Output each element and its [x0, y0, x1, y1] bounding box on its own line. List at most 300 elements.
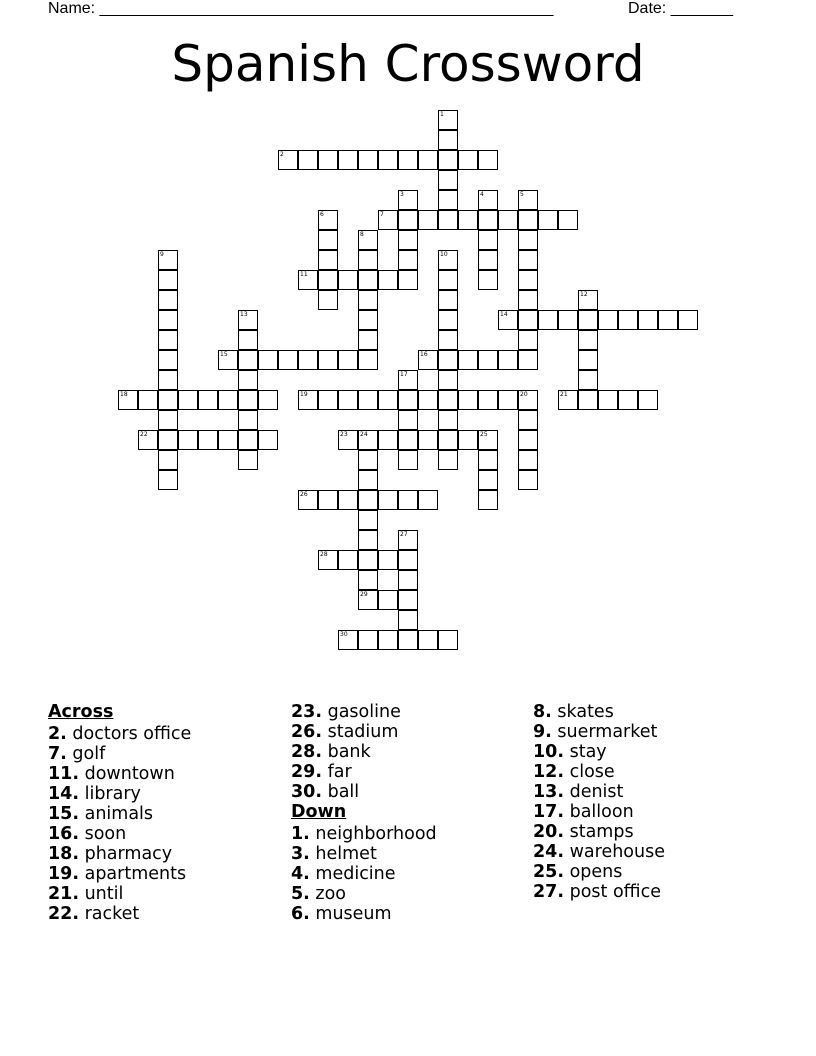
grid-cell[interactable]: [438, 310, 458, 330]
clue-number-label: 11.: [48, 764, 80, 784]
grid-cell[interactable]: [478, 450, 498, 470]
clue-text: soon: [84, 824, 127, 844]
grid-cell[interactable]: [398, 430, 418, 450]
grid-cell[interactable]: [358, 510, 378, 530]
clue-number-label: 26.: [291, 722, 323, 742]
grid-cell[interactable]: [358, 630, 378, 650]
grid-cell[interactable]: [478, 270, 498, 290]
clue-text: close: [569, 762, 615, 782]
down-clue: [533, 862, 763, 882]
clue-text: neighborhood: [315, 824, 437, 844]
clue-text: bank: [327, 742, 371, 762]
grid-cell[interactable]: [518, 350, 538, 370]
clue-text: post office: [569, 882, 661, 902]
grid-cell[interactable]: [158, 290, 178, 310]
grid-cell[interactable]: [518, 210, 538, 230]
grid-cell[interactable]: [398, 590, 418, 610]
grid-cell[interactable]: [218, 350, 238, 370]
grid-cell[interactable]: [298, 390, 318, 410]
clue-text: opens: [569, 862, 623, 882]
grid-cell[interactable]: [298, 490, 318, 510]
down-clue: [533, 742, 763, 762]
grid-cell[interactable]: [478, 230, 498, 250]
grid-cell[interactable]: [338, 270, 358, 290]
across-clue: [291, 742, 521, 762]
clue-number: 24: [360, 431, 368, 438]
grid-cell[interactable]: [358, 470, 378, 490]
clue-number: 3: [400, 191, 404, 198]
grid-cell[interactable]: [578, 370, 598, 390]
grid-cell[interactable]: [278, 150, 298, 170]
grid-cell[interactable]: [198, 430, 218, 450]
clue-number-label: 5.: [291, 884, 310, 904]
grid-cell[interactable]: [238, 330, 258, 350]
clue-number-label: 16.: [48, 824, 80, 844]
clue-text: until: [84, 884, 124, 904]
down-clue: [291, 884, 521, 904]
grid-cell[interactable]: [358, 530, 378, 550]
grid-cell[interactable]: [498, 350, 518, 370]
grid-cell[interactable]: [518, 410, 538, 430]
grid-cell[interactable]: [398, 250, 418, 270]
grid-cell[interactable]: [558, 210, 578, 230]
across-clue: [48, 804, 278, 824]
clue-number-label: 6.: [291, 904, 310, 924]
grid-cell[interactable]: [438, 270, 458, 290]
grid-cell[interactable]: [458, 150, 478, 170]
clue-number-label: 24.: [533, 842, 565, 862]
grid-cell[interactable]: [238, 310, 258, 330]
grid-cell[interactable]: [398, 570, 418, 590]
grid-cell[interactable]: [298, 270, 318, 290]
clue-number-label: 17.: [533, 802, 565, 822]
grid-cell[interactable]: [198, 390, 218, 410]
clue-number: 10: [440, 251, 448, 258]
name-date-line: [48, 0, 748, 20]
clue-number: 30: [340, 631, 348, 638]
grid-cell[interactable]: [578, 310, 598, 330]
grid-cell[interactable]: [258, 430, 278, 450]
grid-cell[interactable]: [398, 410, 418, 430]
grid-cell[interactable]: [238, 430, 258, 450]
grid-cell[interactable]: [398, 490, 418, 510]
grid-cell[interactable]: [518, 310, 538, 330]
grid-cell[interactable]: [358, 290, 378, 310]
down-clue: [533, 822, 763, 842]
grid-cell[interactable]: [358, 330, 378, 350]
grid-cell[interactable]: [318, 350, 338, 370]
grid-cell[interactable]: [418, 390, 438, 410]
grid-cell[interactable]: [578, 390, 598, 410]
grid-cell[interactable]: [398, 550, 418, 570]
grid-cell[interactable]: [398, 370, 418, 390]
clue-number-label: 21.: [48, 884, 80, 904]
clue-text: warehouse: [569, 842, 665, 862]
grid-cell[interactable]: [358, 490, 378, 510]
clue-text: helmet: [315, 844, 377, 864]
grid-cell[interactable]: [518, 430, 538, 450]
grid-cell[interactable]: [478, 470, 498, 490]
grid-cell[interactable]: [358, 230, 378, 250]
grid-cell[interactable]: [158, 450, 178, 470]
grid-cell[interactable]: [478, 430, 498, 450]
clue-text: animals: [84, 804, 154, 824]
grid-cell[interactable]: [438, 150, 458, 170]
clue-text: far: [327, 762, 352, 782]
grid-cell[interactable]: [438, 430, 458, 450]
clue-text: apartments: [84, 864, 187, 884]
grid-cell[interactable]: [478, 490, 498, 510]
down-clue: [291, 864, 521, 884]
grid-cell[interactable]: [478, 390, 498, 410]
grid-cell[interactable]: [478, 350, 498, 370]
clue-text: zoo: [315, 884, 347, 904]
clue-number-label: 29.: [291, 762, 323, 782]
grid-cell[interactable]: [458, 210, 478, 230]
clue-number: 26: [300, 491, 308, 498]
grid-cell[interactable]: [358, 270, 378, 290]
across-clue: [291, 762, 521, 782]
grid-cell[interactable]: [238, 350, 258, 370]
grid-cell[interactable]: [438, 410, 458, 430]
clues-column-2: [291, 702, 521, 924]
grid-cell[interactable]: [458, 390, 478, 410]
grid-cell[interactable]: [398, 270, 418, 290]
grid-cell[interactable]: [518, 450, 538, 470]
grid-cell[interactable]: [258, 390, 278, 410]
grid-cell[interactable]: [158, 350, 178, 370]
grid-cell[interactable]: [438, 330, 458, 350]
grid-cell[interactable]: [358, 150, 378, 170]
grid-cell[interactable]: [438, 130, 458, 150]
grid-cell[interactable]: [158, 410, 178, 430]
grid-cell[interactable]: [418, 350, 438, 370]
grid-cell[interactable]: [378, 550, 398, 570]
grid-cell[interactable]: [478, 250, 498, 270]
grid-cell[interactable]: [238, 450, 258, 470]
down-clue: [533, 702, 763, 722]
grid-cell[interactable]: [478, 150, 498, 170]
grid-cell[interactable]: [218, 390, 238, 410]
clue-number-label: 14.: [48, 784, 80, 804]
grid-cell[interactable]: [618, 390, 638, 410]
grid-cell[interactable]: [338, 550, 358, 570]
grid-cell[interactable]: [498, 310, 518, 330]
across-clue: [291, 702, 521, 722]
grid-cell[interactable]: [318, 290, 338, 310]
clue-number: 22: [140, 431, 148, 438]
across-clue: [48, 724, 278, 744]
grid-cell[interactable]: [338, 350, 358, 370]
grid-cell[interactable]: [398, 390, 418, 410]
across-clue: [48, 884, 278, 904]
clue-text: gasoline: [327, 702, 401, 722]
clue-text: stamps: [569, 822, 634, 842]
across-clue: [48, 864, 278, 884]
grid-cell[interactable]: [518, 230, 538, 250]
grid-cell[interactable]: [138, 390, 158, 410]
grid-cell[interactable]: [378, 630, 398, 650]
grid-cell[interactable]: [338, 430, 358, 450]
grid-cell[interactable]: [518, 290, 538, 310]
grid-cell[interactable]: [238, 390, 258, 410]
clue-number-label: 30.: [291, 782, 323, 802]
grid-cell[interactable]: [358, 350, 378, 370]
grid-cell[interactable]: [598, 390, 618, 410]
clue-text: ball: [327, 782, 360, 802]
grid-cell[interactable]: [358, 570, 378, 590]
grid-cell[interactable]: [618, 310, 638, 330]
clue-number: 15: [220, 351, 228, 358]
grid-cell[interactable]: [578, 330, 598, 350]
grid-cell[interactable]: [118, 390, 138, 410]
page-title: Spanish Crossword: [171, 35, 645, 93]
grid-cell[interactable]: [638, 390, 658, 410]
down-clue: [533, 762, 763, 782]
grid-cell[interactable]: [398, 530, 418, 550]
clue-number: 2: [280, 151, 284, 158]
clues-column-3: [533, 702, 763, 902]
across-clue: [48, 904, 278, 924]
clue-number-label: 25.: [533, 862, 565, 882]
grid-cell[interactable]: [158, 310, 178, 330]
clue-number-label: 9.: [533, 722, 552, 742]
down-clue: [533, 842, 763, 862]
grid-cell[interactable]: [438, 190, 458, 210]
grid-cell[interactable]: [238, 370, 258, 390]
grid-cell[interactable]: [358, 250, 378, 270]
grid-cell[interactable]: [378, 270, 398, 290]
grid-cell[interactable]: [178, 430, 198, 450]
grid-cell[interactable]: [438, 450, 458, 470]
grid-cell[interactable]: [438, 290, 458, 310]
clue-text: golf: [72, 744, 106, 764]
clue-number: 1: [440, 111, 444, 118]
grid-cell[interactable]: [558, 310, 578, 330]
grid-cell[interactable]: [378, 590, 398, 610]
grid-cell[interactable]: [398, 450, 418, 470]
grid-cell[interactable]: [598, 310, 618, 330]
grid-cell[interactable]: [418, 630, 438, 650]
grid-cell[interactable]: [518, 470, 538, 490]
clue-number: 12: [580, 291, 588, 298]
across-clue: [291, 782, 521, 802]
grid-cell[interactable]: [158, 270, 178, 290]
grid-cell[interactable]: [358, 590, 378, 610]
clue-number: 19: [300, 391, 308, 398]
grid-cell[interactable]: [418, 430, 438, 450]
grid-cell[interactable]: [398, 150, 418, 170]
down-clue: [291, 844, 521, 864]
grid-cell[interactable]: [158, 330, 178, 350]
grid-cell[interactable]: [398, 210, 418, 230]
clue-number-label: 13.: [533, 782, 565, 802]
down-clue: [533, 882, 763, 902]
grid-cell[interactable]: [338, 630, 358, 650]
grid-cell[interactable]: [158, 370, 178, 390]
clue-number-label: 4.: [291, 864, 310, 884]
grid-cell[interactable]: [518, 190, 538, 210]
grid-cell[interactable]: [498, 390, 518, 410]
grid-cell[interactable]: [458, 350, 478, 370]
grid-cell[interactable]: [318, 210, 338, 230]
clue-number: 5: [520, 191, 524, 198]
clue-text: stay: [569, 742, 607, 762]
grid-cell[interactable]: [438, 110, 458, 130]
clue-number: 28: [320, 551, 328, 558]
grid-cell[interactable]: [358, 450, 378, 470]
grid-cell[interactable]: [438, 630, 458, 650]
grid-cell[interactable]: [358, 550, 378, 570]
clue-number: 16: [420, 351, 428, 358]
grid-cell[interactable]: [218, 430, 238, 450]
clue-number-label: 28.: [291, 742, 323, 762]
grid-cell[interactable]: [158, 430, 178, 450]
grid-cell[interactable]: [278, 350, 298, 370]
grid-cell[interactable]: [318, 150, 338, 170]
grid-cell[interactable]: [518, 250, 538, 270]
clue-number: 27: [400, 531, 408, 538]
clue-number: 11: [300, 271, 308, 278]
grid-cell[interactable]: [438, 390, 458, 410]
down-clue: [291, 904, 521, 924]
grid-cell[interactable]: [418, 490, 438, 510]
clue-number: 21: [560, 391, 568, 398]
grid-cell[interactable]: [658, 310, 678, 330]
clue-text: stadium: [327, 722, 399, 742]
clue-number: 9: [160, 251, 164, 258]
clue-text: library: [84, 784, 141, 804]
grid-cell[interactable]: [398, 230, 418, 250]
down-clue: [533, 802, 763, 822]
across-clue: [48, 744, 278, 764]
across-clue: [48, 824, 278, 844]
grid-cell[interactable]: [358, 430, 378, 450]
grid-cell[interactable]: [558, 390, 578, 410]
clue-text: suermarket: [557, 722, 658, 742]
clue-number: 4: [480, 191, 484, 198]
grid-cell[interactable]: [458, 430, 478, 450]
grid-cell[interactable]: [318, 550, 338, 570]
clue-number-label: 23.: [291, 702, 323, 722]
grid-cell[interactable]: [138, 430, 158, 450]
clue-number: 17: [400, 371, 408, 378]
grid-cell[interactable]: [258, 350, 278, 370]
grid-cell[interactable]: [178, 390, 198, 410]
grid-cell[interactable]: [438, 170, 458, 190]
clue-number-label: 22.: [48, 904, 80, 924]
down-clue: [533, 722, 763, 742]
grid-cell[interactable]: [318, 490, 338, 510]
grid-cell[interactable]: [318, 390, 338, 410]
clue-number-label: 19.: [48, 864, 80, 884]
clue-number: 8: [360, 231, 364, 238]
grid-cell[interactable]: [578, 290, 598, 310]
grid-cell[interactable]: [378, 490, 398, 510]
grid-cell[interactable]: [678, 310, 698, 330]
clue-number-label: 8.: [533, 702, 552, 722]
down-clue: [291, 824, 521, 844]
down-heading: Down: [291, 802, 347, 822]
grid-cell[interactable]: [438, 350, 458, 370]
grid-cell[interactable]: [378, 430, 398, 450]
clue-number-label: 18.: [48, 844, 80, 864]
grid-cell[interactable]: [318, 230, 338, 250]
grid-cell[interactable]: [498, 210, 518, 230]
grid-cell[interactable]: [158, 470, 178, 490]
grid-cell[interactable]: [378, 390, 398, 410]
grid-cell[interactable]: [338, 390, 358, 410]
grid-cell[interactable]: [438, 370, 458, 390]
grid-cell[interactable]: [478, 190, 498, 210]
grid-cell[interactable]: [338, 150, 358, 170]
grid-cell[interactable]: [158, 250, 178, 270]
across-clue: [291, 722, 521, 742]
grid-cell[interactable]: [418, 210, 438, 230]
grid-cell[interactable]: [518, 330, 538, 350]
across-clue: [48, 764, 278, 784]
grid-cell[interactable]: [538, 210, 558, 230]
clue-number-label: 20.: [533, 822, 565, 842]
across-heading: Across: [48, 702, 114, 722]
clue-number-label: 7.: [48, 744, 67, 764]
grid-cell[interactable]: [238, 410, 258, 430]
clue-text: museum: [315, 904, 392, 924]
clue-number-label: 1.: [291, 824, 310, 844]
clue-number: 29: [360, 591, 368, 598]
clues-column-1: [48, 702, 278, 924]
clue-text: downtown: [84, 764, 175, 784]
grid-cell[interactable]: [358, 390, 378, 410]
clue-number-label: 12.: [533, 762, 565, 782]
grid-cell[interactable]: [538, 310, 558, 330]
grid-cell[interactable]: [398, 190, 418, 210]
clue-text: medicine: [315, 864, 396, 884]
clue-number: 13: [240, 311, 248, 318]
grid-cell[interactable]: [398, 630, 418, 650]
grid-cell[interactable]: [378, 150, 398, 170]
grid-cell[interactable]: [418, 150, 438, 170]
grid-cell[interactable]: [158, 390, 178, 410]
grid-cell[interactable]: [578, 350, 598, 370]
clue-number-label: 27.: [533, 882, 565, 902]
grid-cell[interactable]: [398, 610, 418, 630]
grid-cell[interactable]: [298, 150, 318, 170]
grid-cell[interactable]: [338, 490, 358, 510]
clue-number-label: 2.: [48, 724, 67, 744]
grid-cell[interactable]: [438, 210, 458, 230]
clue-number: 23: [340, 431, 348, 438]
grid-cell[interactable]: [518, 390, 538, 410]
clue-text: doctors office: [72, 724, 192, 744]
clue-number-label: 15.: [48, 804, 80, 824]
clue-number-label: 3.: [291, 844, 310, 864]
grid-cell[interactable]: [638, 310, 658, 330]
name-field-label: Name: ___________________________________________________: [48, 0, 554, 17]
grid-cell[interactable]: [318, 270, 338, 290]
clue-number-label: 10.: [533, 742, 565, 762]
grid-cell[interactable]: [518, 270, 538, 290]
across-clue: [48, 844, 278, 864]
grid-cell[interactable]: [298, 350, 318, 370]
grid-cell[interactable]: [378, 210, 398, 230]
clue-number: 25: [480, 431, 488, 438]
grid-cell[interactable]: [438, 250, 458, 270]
grid-cell[interactable]: [478, 210, 498, 230]
date-field-label: Date: _______: [628, 0, 733, 17]
grid-cell[interactable]: [358, 310, 378, 330]
grid-cell[interactable]: [318, 250, 338, 270]
